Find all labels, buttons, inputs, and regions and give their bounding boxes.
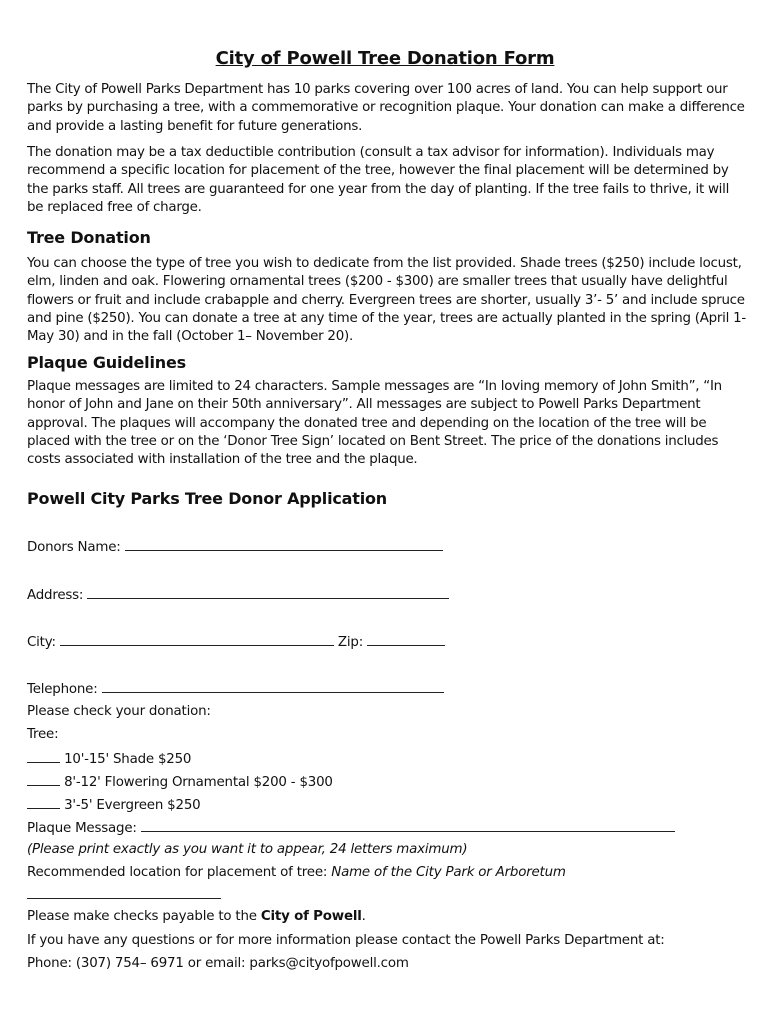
city-field[interactable]: [60, 633, 334, 646]
address-label: Address:: [27, 588, 84, 603]
plaque-message-label: Plaque Message:: [27, 821, 137, 836]
checks-payable-prefix: Please make checks payable to the: [27, 909, 257, 924]
telephone-row: [27, 680, 444, 697]
city-zip-row: [27, 633, 445, 650]
plaque-guidelines-text: Plaque messages are limited to 24 characters. Sample messages are “In loving memory of John Smith”, “In honor of John and Jane on their 50th anniversary”. All messages are subject to Powell Parks Department approval. The plaques will accompany the donated tree and depending on the location of the tree will be placed with the tree or on the ‘Donor Tree Sign’ located on Bent Street. The price of the donations includes costs associated with installation of the tree and the plaque.: [27, 379, 722, 468]
application-heading: Powell City Parks Tree Donor Application: [27, 489, 387, 508]
plaque-note: (Please print exactly as you want it to appear, 24 letters maximum): [27, 842, 468, 857]
option-shade-label: 10'-15' Shade $250: [64, 752, 192, 767]
option-flowering-checkbox[interactable]: [27, 773, 60, 786]
donor-name-row: [27, 538, 443, 555]
location-field-row: [27, 886, 221, 903]
location-label: Recommended location for placement of tree:: [27, 865, 328, 880]
checks-payable-line: [27, 909, 366, 924]
telephone-field[interactable]: [102, 680, 444, 693]
option-evergreen-label: 3'-5' Evergreen $250: [64, 798, 201, 813]
contact-text: If you have any questions or for more information please contact the Powell Parks Department at:: [27, 933, 665, 948]
form-title: City of Powell Tree Donation Form: [215, 48, 555, 69]
plaque-message-row: [27, 819, 675, 836]
address-field[interactable]: [87, 586, 449, 599]
zip-field[interactable]: [367, 633, 445, 646]
location-hint: Name of the City Park or Arboretum: [331, 865, 566, 880]
tree-donation-heading: Tree Donation: [27, 228, 151, 247]
location-field[interactable]: [27, 886, 221, 899]
intro-paragraph-1: The City of Powell Parks Department has 10 parks covering over 100 acres of land. You can help support our parks by purchasing a tree, with a commemorative or recognition plaque. Your donation can make a difference and provide a lasting benefit for future generations.: [27, 82, 745, 134]
location-row: [27, 865, 566, 880]
check-donation-label: Please check your donation:: [27, 704, 211, 719]
option-evergreen-checkbox[interactable]: [27, 796, 60, 809]
plaque-message-field[interactable]: [141, 819, 675, 832]
zip-label: Zip:: [337, 635, 364, 650]
donor-name-label: Donors Name:: [27, 540, 121, 555]
option-evergreen-row: [27, 796, 200, 813]
address-row: [27, 586, 449, 603]
option-flowering-row: [27, 773, 333, 790]
option-shade-row: [27, 750, 191, 767]
tree-donation-text: You can choose the type of tree you wish to dedicate from the list provided. Shade trees ($250) include locust, elm, linden and oak. Flowering ornamental trees ($200 - $300) are smaller trees that usually have delightful flowers or fruit and include crabapple and cherry. Evergreen trees are shorter, usually 3’- 5’ and include spruce and pine ($250). You can donate a tree at any time of the year, trees are actually planted in the spring (April 1-May 30) and in the fall (October 1– November 20).: [27, 256, 746, 345]
option-shade-checkbox[interactable]: [27, 750, 60, 763]
intro-paragraph-2: The donation may be a tax deductible contribution (consult a tax advisor for information). Individuals may recommend a specific location for placement of the tree, however the final placement will be determined by the parks staff. All trees are guaranteed for one year from the day of planting. If the tree fails to thrive, it will be replaced free of charge.: [27, 145, 730, 215]
city-label: City:: [27, 635, 56, 650]
telephone-label: Telephone:: [27, 682, 98, 697]
option-flowering-label: 8'-12' Flowering Ornamental $200 - $300: [64, 775, 333, 790]
plaque-guidelines-heading: Plaque Guidelines: [27, 353, 186, 372]
tree-label: Tree:: [27, 727, 59, 742]
checks-payable-name: City of Powell: [260, 909, 362, 924]
contact-line: Phone: (307) 754– 6971 or email: parks@cityofpowell.com: [27, 956, 409, 971]
donor-name-field[interactable]: [125, 538, 443, 551]
checks-payable-suffix: .: [361, 909, 366, 924]
